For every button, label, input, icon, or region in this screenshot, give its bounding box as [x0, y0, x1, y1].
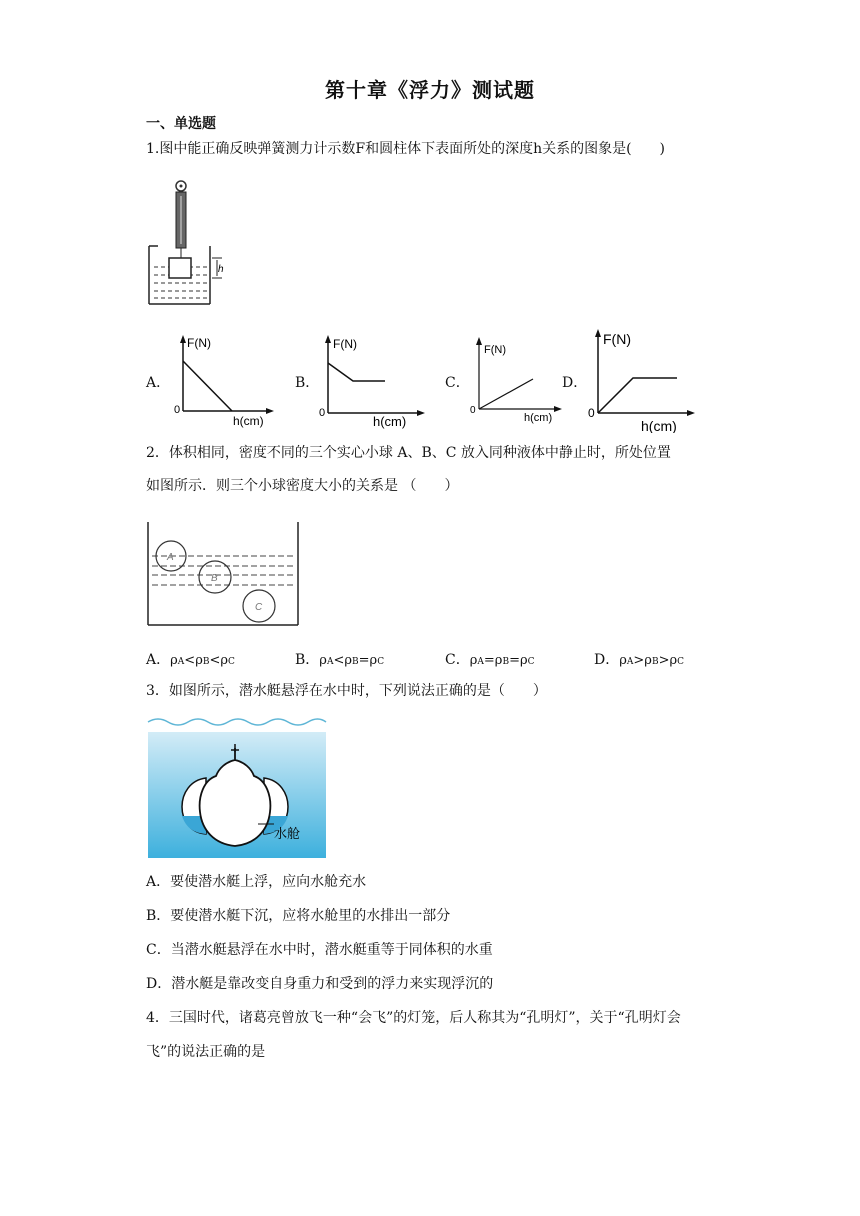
rho-symbol: ρ	[469, 653, 478, 668]
q1-graph-c	[466, 335, 566, 427]
graph-b-x-label: h(cm)	[373, 414, 407, 429]
subscript: A	[326, 657, 334, 667]
operator: =	[509, 653, 520, 668]
q2-option-d-label: D．	[594, 652, 620, 668]
q1-graph-d	[585, 327, 700, 433]
graph-b-y-label: F(N)	[333, 337, 357, 351]
graph-c-y-label: F(N)	[484, 344, 506, 356]
q1-graph-b	[315, 333, 430, 431]
rho-symbol: ρ	[344, 653, 353, 668]
q2-option-c	[445, 649, 535, 669]
subscript: A	[477, 657, 484, 667]
water-tank-label: 水舱	[274, 826, 301, 841]
q1-graph-a	[170, 333, 275, 429]
graph-a-origin: 0	[174, 404, 181, 416]
q3-option-b: B．要使潜水艇下沉，应将水舱里的水排出一部分	[146, 908, 451, 924]
q1-option-c-label: C．	[445, 375, 470, 391]
question-2-line1: 2．体积相同，密度不同的三个实心小球 A、B、C 放入同种液体中静止时，所处位置	[146, 445, 671, 461]
rho-symbol: ρ	[170, 653, 178, 668]
subscript: A	[626, 657, 634, 667]
q2-option-b	[295, 649, 384, 669]
graph-b-origin: 0	[319, 407, 326, 419]
q3-option-c: C．当潜水艇悬浮在水中时，潜水艇重等于同体积的水重	[146, 942, 493, 958]
operator: <	[333, 653, 345, 668]
operator: >	[633, 653, 645, 668]
rho-symbol: ρ	[319, 653, 327, 668]
ball-a-label: A	[167, 552, 174, 563]
question-4-line2: 飞”的说法正确的是	[146, 1044, 266, 1060]
rho-symbol: ρ	[220, 653, 229, 668]
subscript: C	[377, 657, 385, 667]
graph-d-origin: 0	[588, 406, 595, 420]
submarine-diagram	[146, 712, 328, 860]
q2-option-a	[146, 649, 235, 669]
operator: =	[483, 653, 495, 668]
rho-symbol: ρ	[519, 653, 528, 668]
operator: <	[184, 653, 196, 668]
ball-c-label: C	[255, 602, 263, 613]
question-4-line1: 4．三国时代，诸葛亮曾放飞一种“会飞”的灯笼，后人称其为“孔明灯”，关于“孔明灯会	[146, 1010, 681, 1026]
subscript: A	[177, 657, 185, 667]
question-3-text: 3．如图所示，潜水艇悬浮在水中时，下列说法正确的是（ ）	[146, 683, 547, 699]
graph-a-x-label: h(cm)	[233, 414, 264, 428]
graph-c-x-label: h(cm)	[524, 412, 553, 424]
section-heading: 一、单选题	[146, 116, 216, 132]
spring-scale-diagram	[146, 178, 236, 308]
subscript: C	[527, 657, 535, 667]
subscript: B	[502, 657, 510, 667]
rho-symbol: ρ	[369, 653, 378, 668]
three-balls-diagram	[146, 520, 302, 628]
ball-b-label: B	[211, 573, 218, 584]
question-2-line2: 如图所示．则三个小球密度大小的关系是 （ ）	[146, 478, 459, 494]
q2-option-c-label: C．	[445, 652, 470, 668]
page-title: 第十章《浮力》测试题	[325, 78, 535, 102]
graph-d-x-label: h(cm)	[641, 418, 677, 433]
q3-option-a: A．要使潜水艇上浮，应向水舱充水	[146, 874, 367, 890]
q1-option-b-label: B．	[295, 375, 320, 391]
rho-symbol: ρ	[669, 653, 678, 668]
q3-option-d: D．潜水艇是靠改变自身重力和受到的浮力来实现浮沉的	[146, 976, 494, 992]
operator: =	[358, 653, 370, 668]
operator: <	[209, 653, 221, 668]
q1-option-d-label: D．	[562, 375, 588, 391]
subscript: C	[228, 657, 235, 667]
rho-symbol: ρ	[494, 653, 503, 668]
rho-symbol: ρ	[644, 653, 652, 668]
rho-symbol: ρ	[195, 653, 203, 668]
question-1-text: 1.图中能正确反映弹簧测力计示数F和圆柱体下表面所处的深度h关系的图象是( )	[146, 141, 666, 157]
operator: >	[658, 653, 670, 668]
subscript: B	[651, 657, 659, 667]
rho-symbol: ρ	[619, 653, 627, 668]
subscript: B	[352, 657, 359, 667]
graph-c-origin: 0	[470, 405, 476, 416]
q2-option-d	[594, 649, 684, 669]
depth-h-label: h	[218, 264, 224, 275]
q2-option-a-label: A．	[146, 652, 171, 668]
q1-option-a-label: A．	[146, 375, 171, 391]
subscript: B	[202, 657, 210, 667]
graph-a-y-label: F(N)	[187, 336, 211, 350]
subscript: C	[677, 657, 685, 667]
q2-option-b-label: B．	[295, 652, 320, 668]
graph-d-y-label: F(N)	[603, 331, 631, 347]
